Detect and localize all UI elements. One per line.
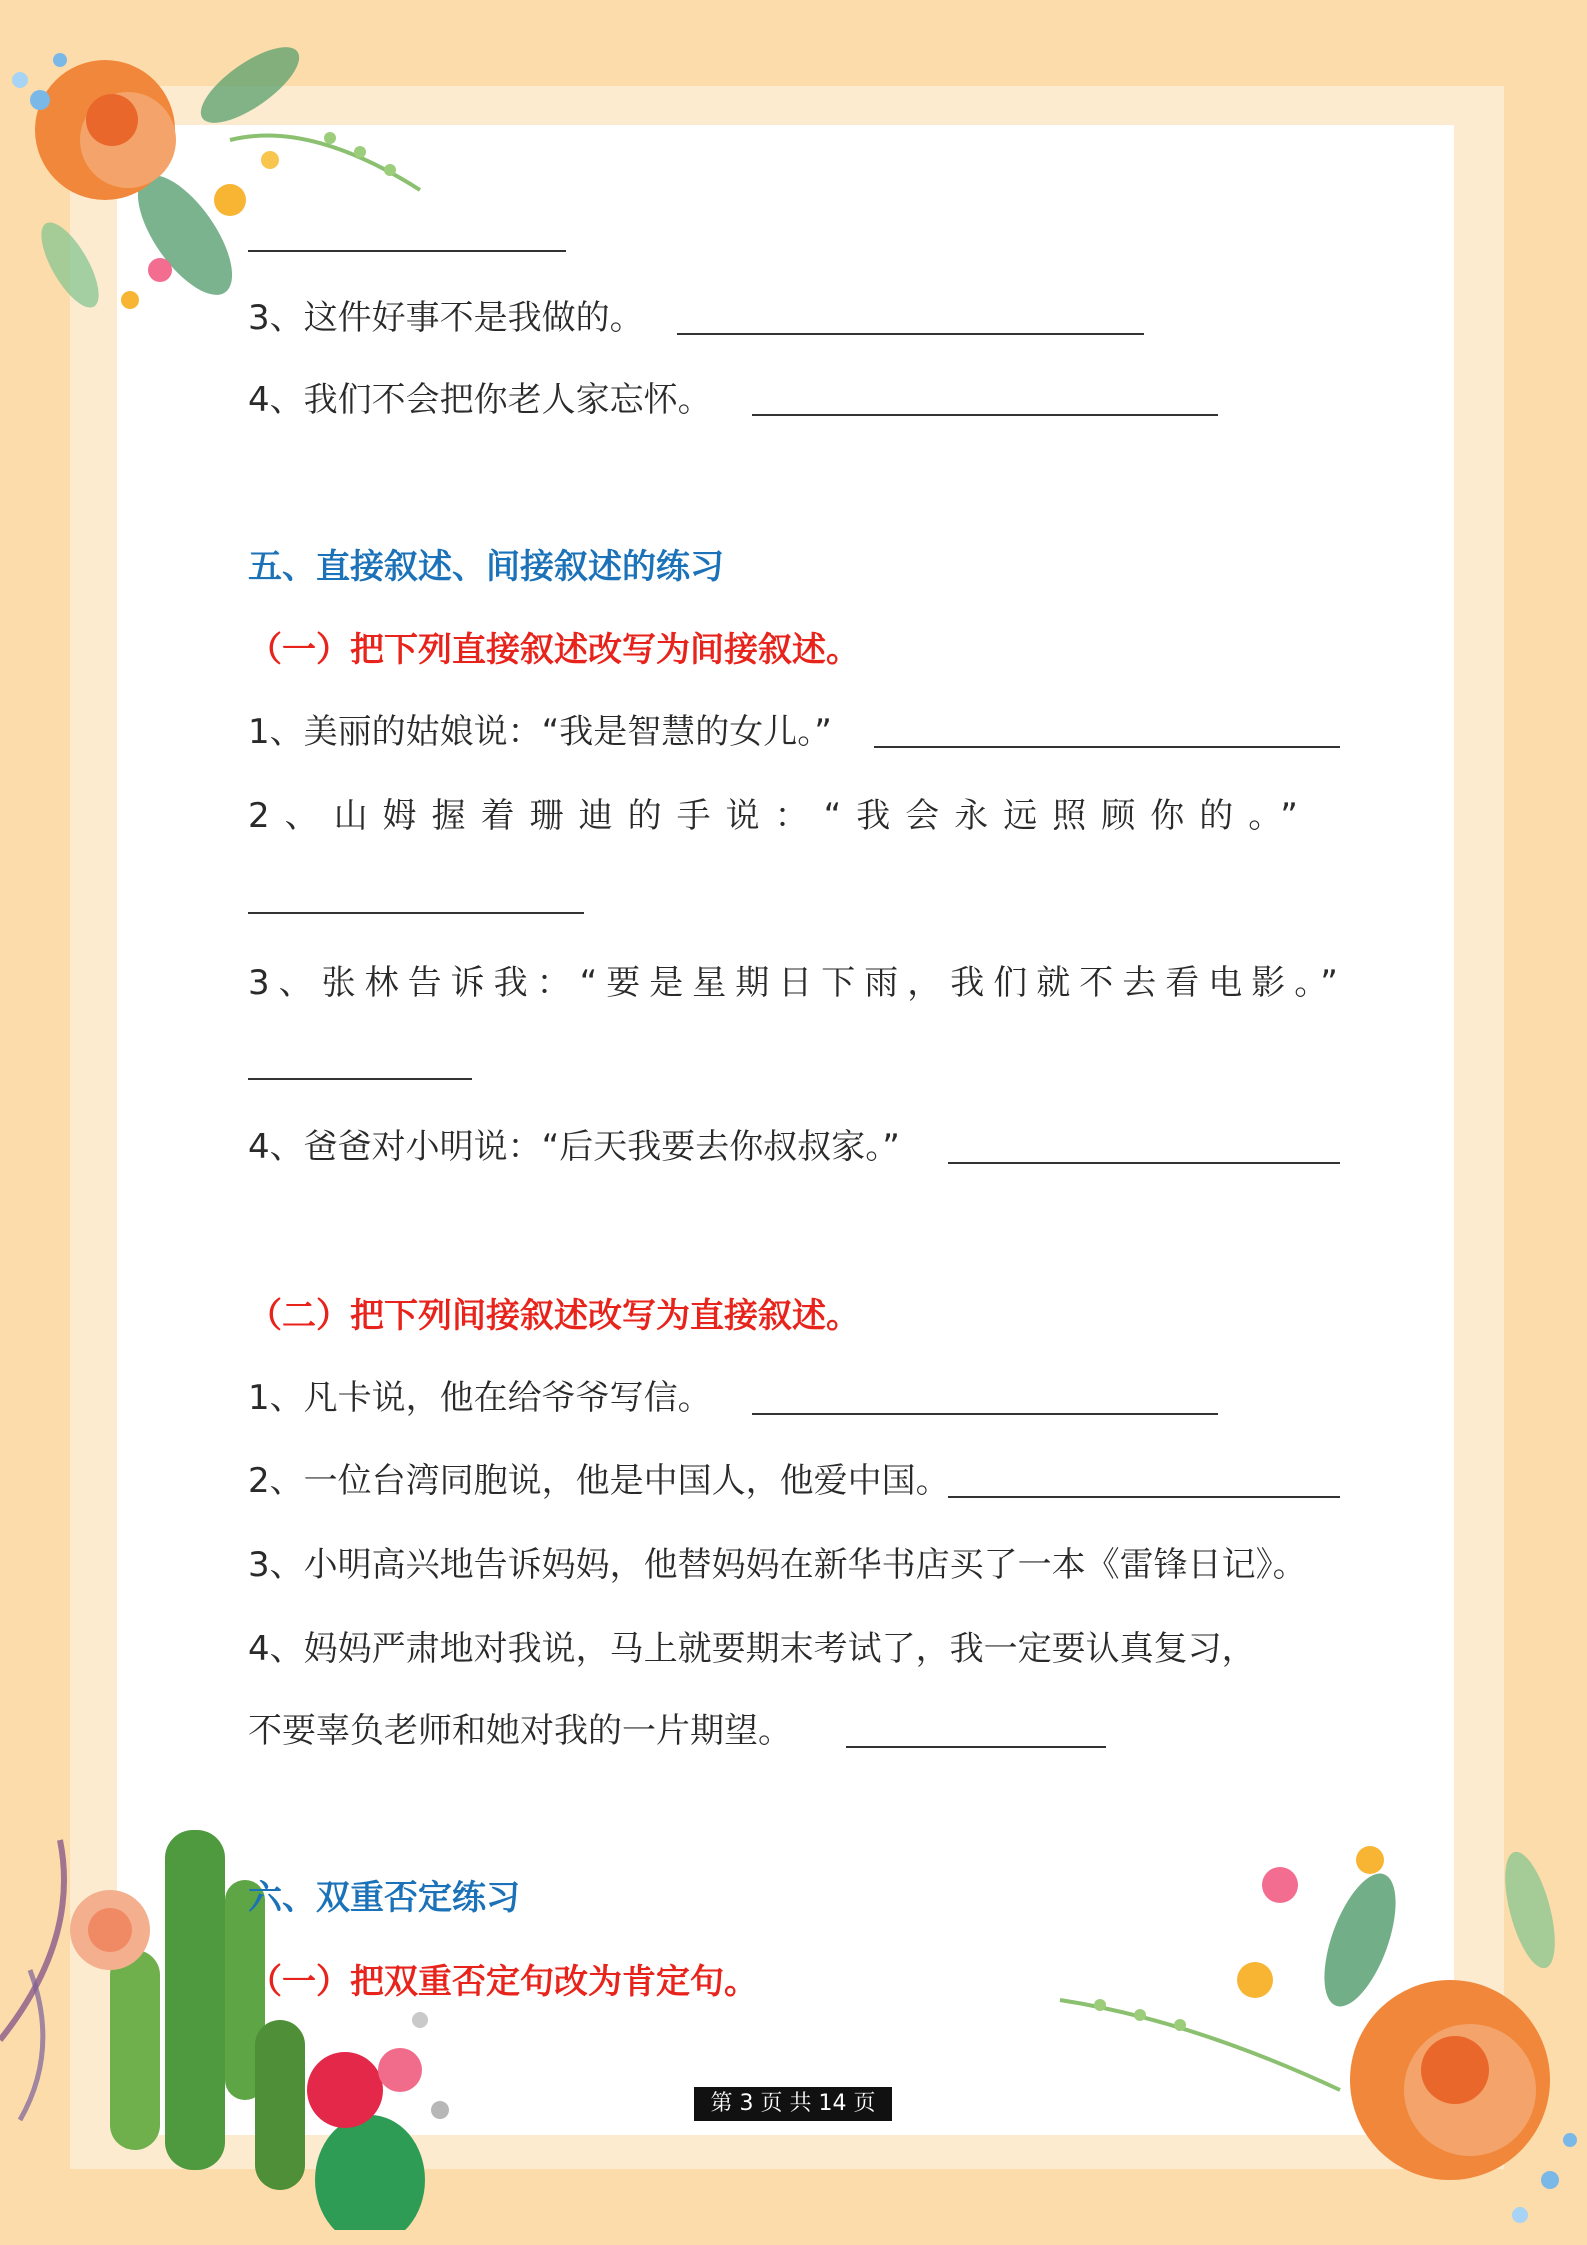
item-text: 4、我们不会把你老人家忘怀。 — [248, 380, 712, 420]
item-text: 2、一位台湾同胞说，他是中国人，他爱中国。 — [248, 1461, 950, 1501]
subsection-heading: （一）把下列直接叙述改写为间接叙述。 — [248, 630, 860, 670]
exercise-item — [248, 796, 1313, 836]
subsection-heading: （二）把下列间接叙述改写为直接叙述。 — [248, 1296, 860, 1336]
item-text: 3、张林告诉我：“要是星期日下雨，我们就不去看电影。” — [248, 963, 1347, 1003]
answer-blank[interactable] — [248, 1078, 472, 1080]
exercise-item — [248, 963, 1347, 1003]
exercise-item — [248, 298, 644, 338]
exercise-item — [248, 1127, 900, 1167]
exercise-item — [248, 1378, 712, 1418]
item-text: 1、凡卡说，他在给爷爷写信。 — [248, 1378, 712, 1418]
page-number-footer: 第 3 页 共 14 页 — [694, 2087, 892, 2121]
bottom-left-cactus-decoration — [0, 1790, 560, 2230]
section-heading: 五、直接叙述、间接叙述的练习 — [248, 547, 724, 587]
section-heading: 六、双重否定练习 — [248, 1878, 520, 1918]
subsection-heading: （一）把双重否定句改为肯定句。 — [248, 1962, 758, 2002]
exercise-item — [248, 1461, 950, 1501]
answer-blank[interactable] — [874, 746, 1340, 748]
item-text: 2、山姆握着珊迪的手说：“我会永远照顾你的。” — [248, 796, 1313, 836]
answer-blank[interactable] — [948, 1162, 1340, 1164]
exercise-item — [248, 1629, 1256, 1669]
item-text: 3、小明高兴地告诉妈妈，他替妈妈在新华书店买了一本《雷锋日记》。 — [248, 1545, 1307, 1585]
answer-blank[interactable] — [248, 250, 566, 252]
item-text: 3、这件好事不是我做的。 — [248, 298, 644, 338]
answer-blank[interactable] — [248, 912, 584, 914]
item-text: 4、妈妈严肃地对我说，马上就要期末考试了，我一定要认真复习， — [248, 1629, 1256, 1669]
exercise-item — [248, 1545, 1307, 1585]
bottom-right-flower-decoration — [1040, 1760, 1587, 2245]
exercise-item-continuation — [248, 1711, 792, 1751]
answer-blank[interactable] — [948, 1496, 1340, 1498]
item-text: 1、美丽的姑娘说：“我是智慧的女儿。” — [248, 712, 832, 752]
item-text: 4、爸爸对小明说：“后天我要去你叔叔家。” — [248, 1127, 900, 1167]
exercise-item — [248, 380, 712, 420]
answer-blank[interactable] — [677, 333, 1144, 335]
exercise-item — [248, 712, 832, 752]
answer-blank[interactable] — [752, 1413, 1218, 1415]
answer-blank[interactable] — [846, 1746, 1106, 1748]
answer-blank[interactable] — [752, 414, 1218, 416]
item-text: 不要辜负老师和她对我的一片期望。 — [248, 1711, 792, 1751]
